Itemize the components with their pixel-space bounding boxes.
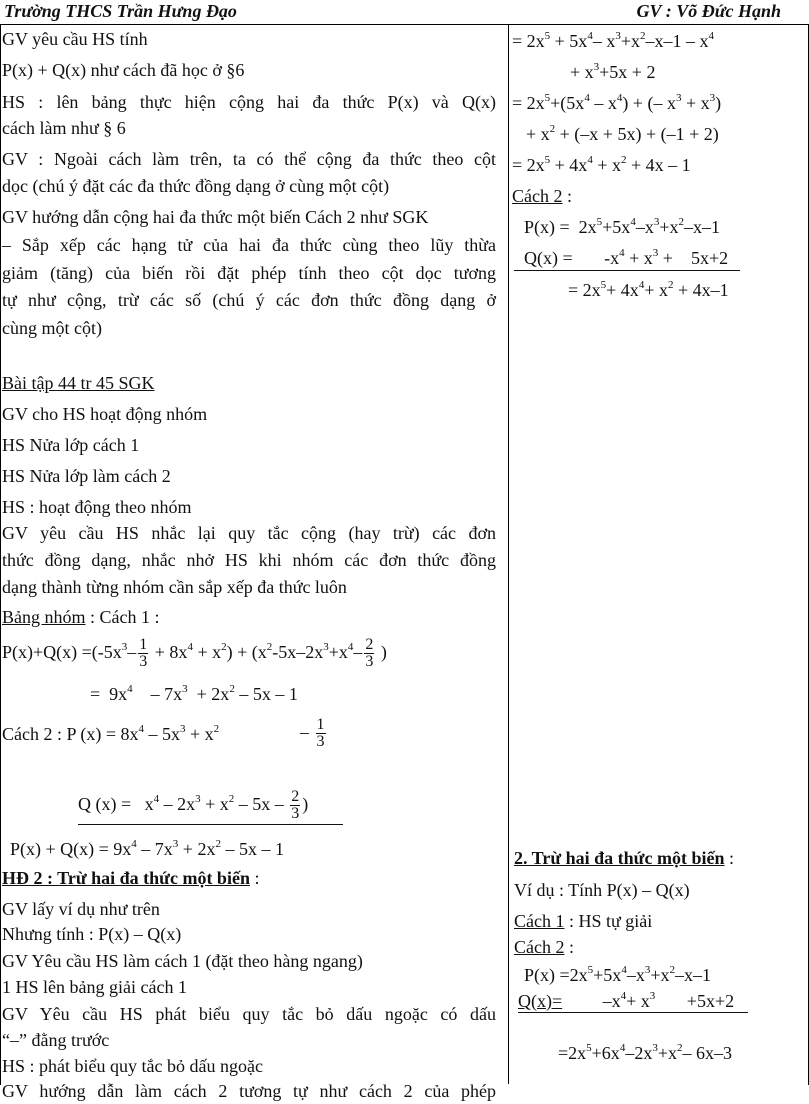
text-line: HS : hoạt động theo nhóm bbox=[2, 497, 192, 517]
teacher-name: GV : Võ Đức Hạnh bbox=[636, 1, 781, 21]
text-line: cách làm như § 6 bbox=[2, 118, 126, 138]
text-line: giảm (tăng) của biến rồi đặt phép tính theo cột dọc tương bbox=[2, 263, 496, 283]
math-expression: $P(x) =2x^5+5x^4-x^3+x^2-x-1$ bbox=[524, 964, 711, 985]
text-line: GV hướng dẫn làm cách 2 tương tự như cách 2 của phép bbox=[2, 1081, 496, 1101]
math-expression: $=2x^5+6x^4-2x^3+x^2-$ 6x–3 bbox=[558, 1042, 732, 1063]
math-expression: $P(x)+Q(x) =(-5x^3-$ $\frac{1}{3}$ + $8x^4 + x^2) + (x^2-5x-2x^3+x^4-$ $\frac{2}{3}$ ) bbox=[2, 636, 387, 671]
math-expression: = $2x^5+ 4x^4+ x^2 + 4x-1$ bbox=[568, 279, 729, 300]
text-line: HS Nửa lớp cách 1 bbox=[2, 435, 140, 455]
math-expression: + $x^2 + (-x + 5x) + (-1 + 2)$ bbox=[526, 123, 719, 144]
math-expression: Q(x) = $-x^4 + x^3$ + 5x+2 bbox=[524, 247, 729, 268]
sum-line bbox=[78, 824, 343, 825]
section-heading: 2. Trừ hai đa thức một biến : bbox=[514, 848, 734, 868]
text-line: GV lấy ví dụ như trên bbox=[2, 899, 160, 919]
math-expression: Q $(x) = x^4 - 2x^3 + x^2 - 5x$ – $\frac{2}{3}$ ) bbox=[78, 788, 309, 823]
sum-line bbox=[518, 1012, 748, 1013]
text-line: GV Yêu cầu HS làm cách 1 (đặt theo hàng ngang) bbox=[2, 951, 363, 971]
text-line: HS Nửa lớp làm cách 2 bbox=[2, 466, 171, 486]
text-line: Nhưng tính : P(x) – Q(x) bbox=[2, 924, 182, 944]
page-header bbox=[0, 0, 809, 24]
math-expression: Cách 2 : P $(x) = 8x^4 - 5x^3 + x^2$ bbox=[2, 723, 220, 744]
board-heading: Bảng nhóm : Cách 1 : bbox=[2, 607, 160, 627]
math-expression: = $2x^5 + 4x^4 + x^2 + 4x - 1$ bbox=[512, 154, 691, 175]
math-expression: = $2x^5 + 5x^4-$ $x^3+x^2-x-1 - x^4$ bbox=[512, 30, 714, 51]
column-divider bbox=[508, 24, 509, 1084]
method-label: Cách 1 : HS tự giải bbox=[514, 911, 653, 931]
text-line: HS : lên bảng thực hiện cộng hai đa thức P(x) và Q(x) bbox=[2, 92, 496, 112]
text-line: GV : Ngoài cách làm trên, ta có thể cộng đa thức theo cột bbox=[2, 149, 496, 169]
method-label: Cách 2 : bbox=[514, 937, 574, 957]
text-line: thức đồng dạng, nhắc nhở HS khi nhóm các đơn thức đồng bbox=[2, 550, 496, 570]
text-line: P(x) + Q(x) như cách đã học ở §6 bbox=[2, 60, 245, 80]
math-expression: = $9x^4$ – $7x^3 + 2x^2 - 5x - 1$ bbox=[90, 683, 298, 704]
math-expression: $P(x) + Q(x) = 9x^4 - 7x^3 + 2x^2 - 5x - 1$ bbox=[10, 838, 284, 859]
text-line: GV yêu cầu HS tính bbox=[2, 29, 148, 49]
text-line: GV cho HS hoạt động nhóm bbox=[2, 404, 208, 424]
math-expression: $P(x) = 2x^5+5x^4-x^3+x^2-x-1$ bbox=[524, 216, 720, 237]
math-expression: = $2x^5+(5x^4 - x^4)$ + (– $x^3 + x^3$) bbox=[512, 92, 722, 113]
text-line: “–” đằng trước bbox=[2, 1030, 110, 1050]
method-label: Cách 2 : bbox=[512, 186, 572, 206]
text-line: Ví dụ : Tính P(x) – Q(x) bbox=[514, 880, 690, 900]
text-line: dọc (chú ý đặt các đa thức đồng dạng ở cùng một cột) bbox=[2, 176, 390, 196]
text-line: HS : phát biểu quy tắc bỏ dấu ngoặc bbox=[2, 1056, 263, 1076]
text-line: tự như cộng, trừ các số (chú ý các đơn thức đồng dạng ở bbox=[2, 290, 496, 310]
school-name: Trường THCS Trần Hưng Đạo bbox=[4, 1, 237, 21]
section-heading: HĐ 2 : Trừ hai đa thức một biến : bbox=[2, 868, 260, 888]
text-line: – Sắp xếp các hạng tử của hai đa thức cùng theo lũy thừa bbox=[2, 235, 496, 255]
math-expression: Q(x)= $-x^4+ x^3$ +5x+2 bbox=[518, 990, 735, 1011]
text-line: GV hướng dẫn cộng hai đa thức một biến Cách 2 như SGK bbox=[2, 207, 429, 227]
math-expression: – $\frac{1}{3}$ bbox=[300, 716, 325, 751]
text-line: dạng thành từng nhóm cần sắp xếp đa thức luôn bbox=[2, 577, 347, 597]
text-line: cùng một cột) bbox=[2, 318, 102, 338]
math-expression: + $x^3+5x + 2$ bbox=[570, 61, 656, 82]
text-line: GV yêu cầu HS nhắc lại quy tắc cộng (hay trừ) các đơn bbox=[2, 523, 496, 543]
exercise-heading: Bài tập 44 tr 45 SGK bbox=[2, 373, 155, 393]
text-line: 1 HS lên bảng giải cách 1 bbox=[2, 977, 187, 997]
sum-line bbox=[514, 270, 740, 271]
text-line: GV Yêu cầu HS phát biểu quy tắc bỏ dấu ngoặc có dấu bbox=[2, 1004, 496, 1024]
